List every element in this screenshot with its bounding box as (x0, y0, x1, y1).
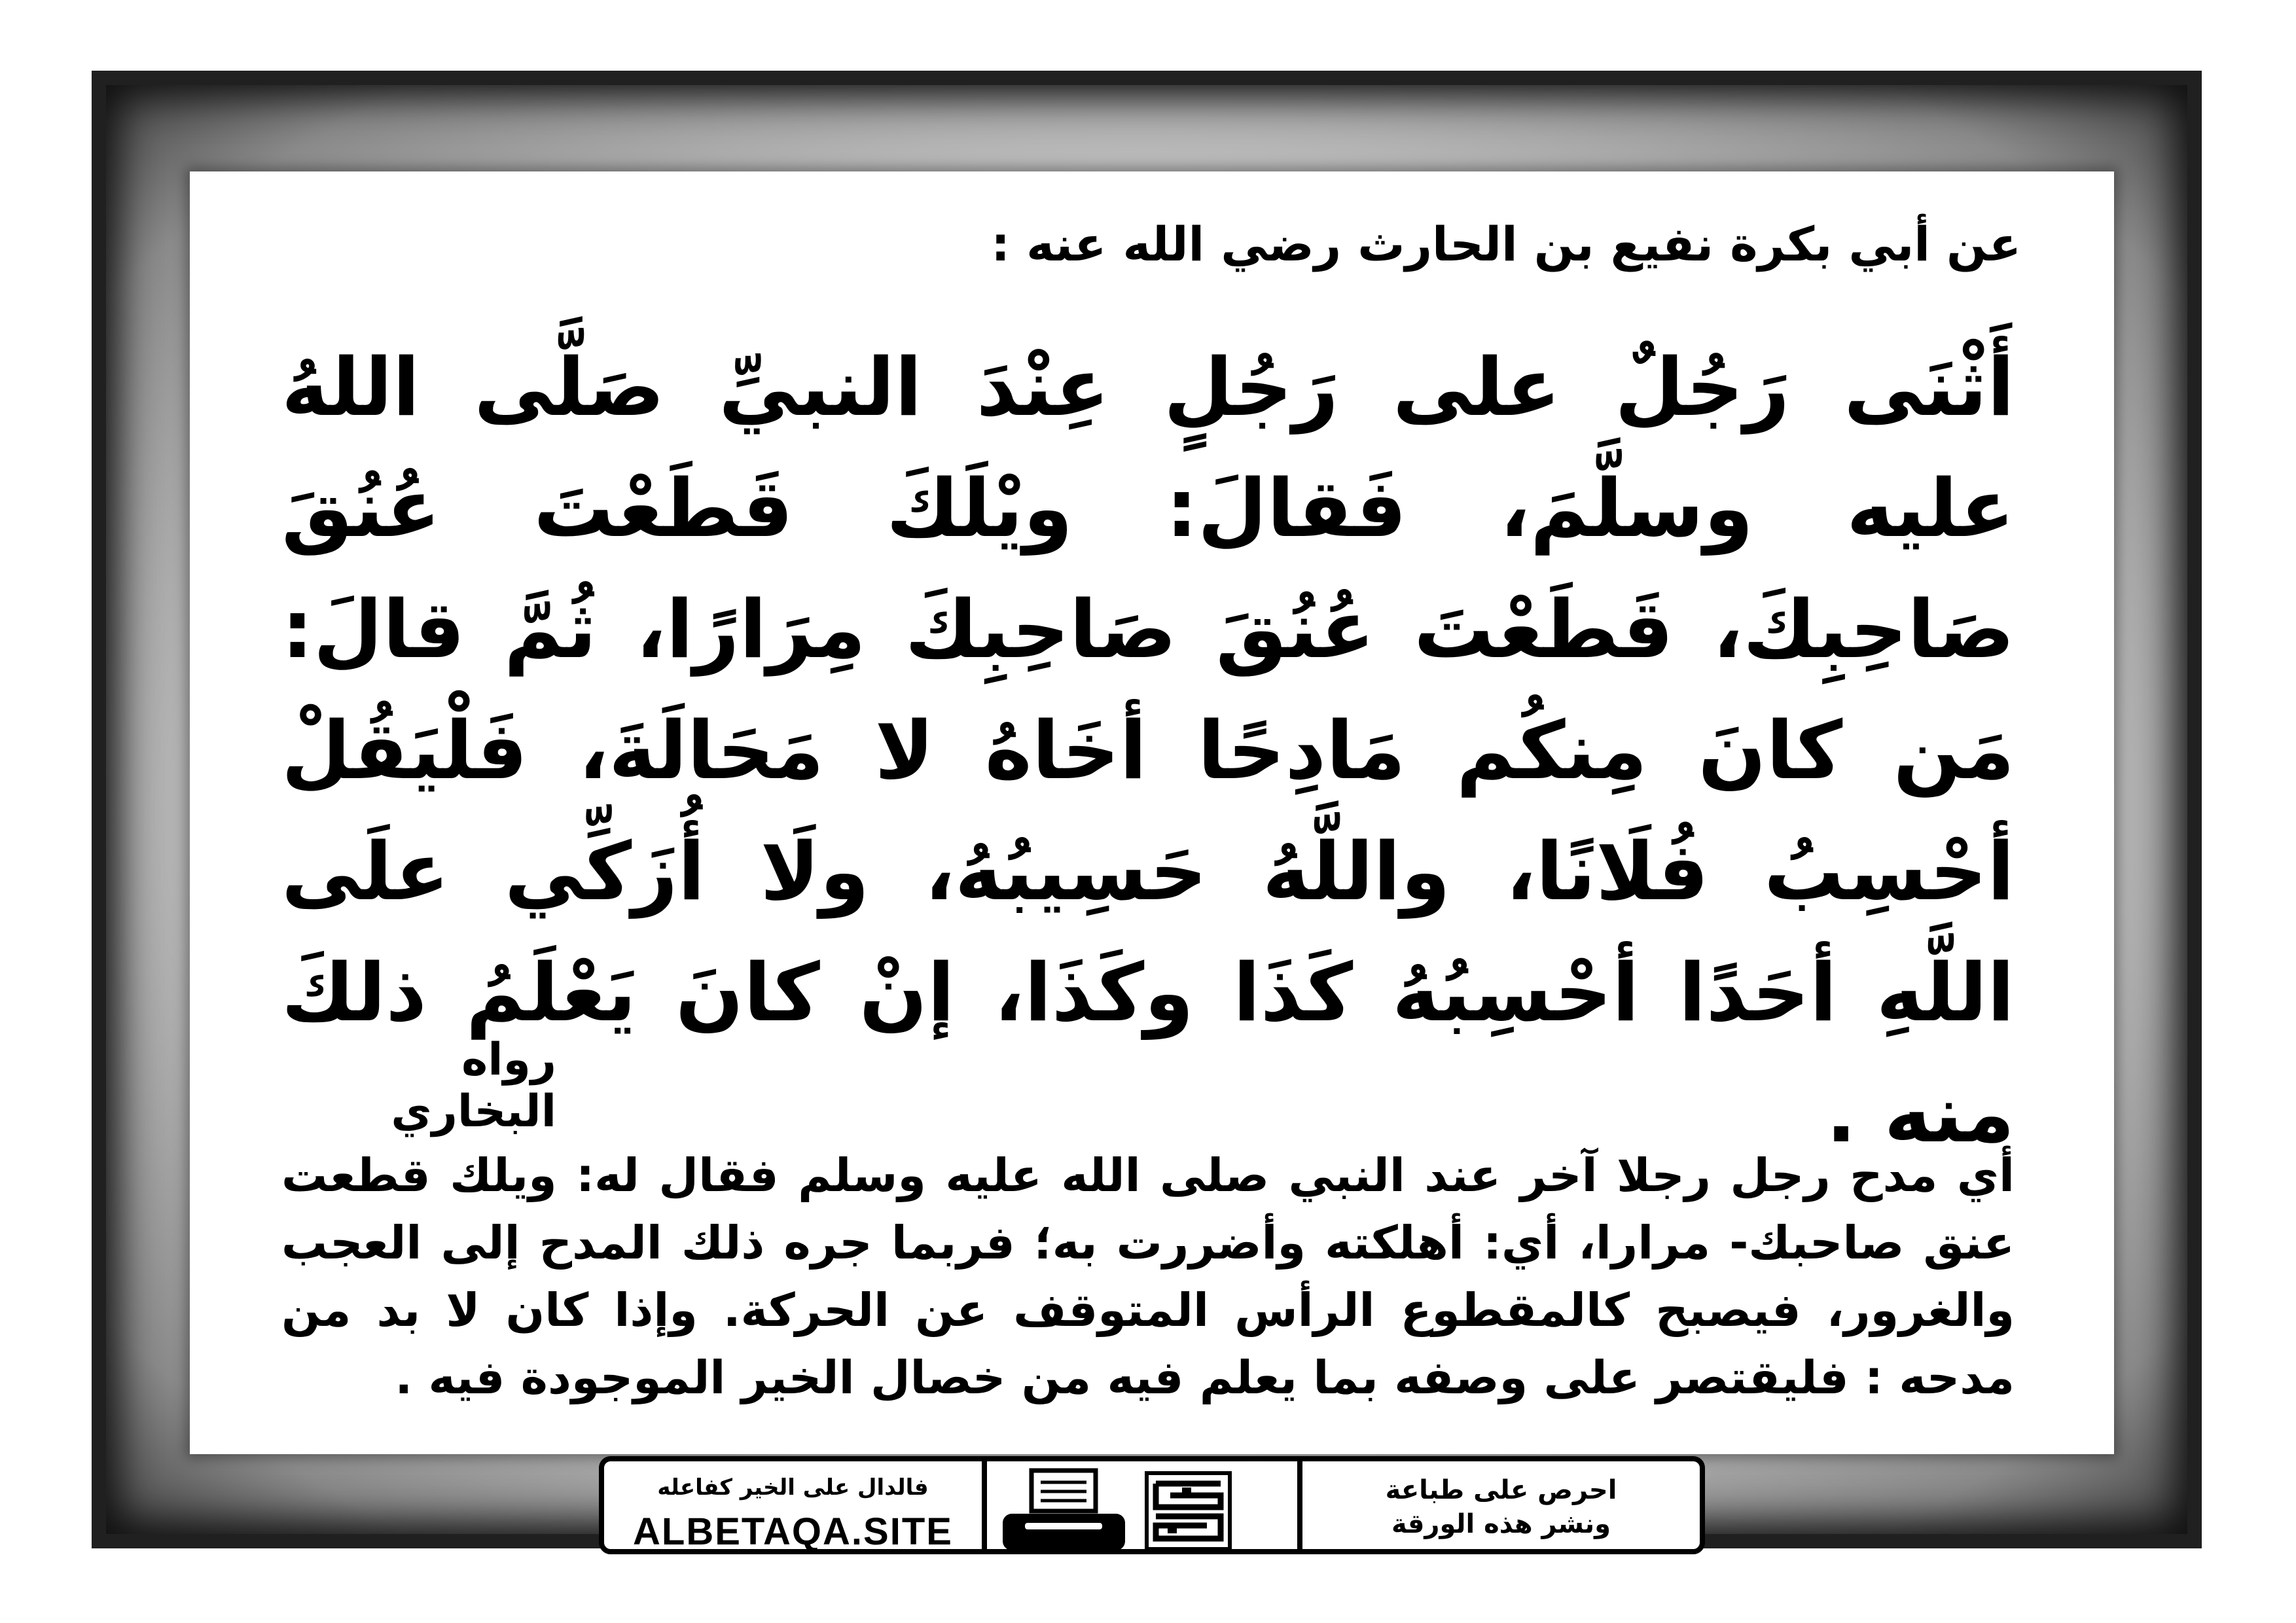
call-to-action (1297, 1461, 1700, 1549)
site-link[interactable]: ALBETAQA.SITE (633, 1510, 953, 1553)
call-line-2: ونشر هذه الورقة (1391, 1509, 1611, 1539)
call-line-1: احرص على طباعة (1385, 1475, 1617, 1505)
narrator-line: عن أبي بكرة نفيع بن الحارث رضي الله عنه : (991, 217, 2021, 272)
footer-banner (599, 1456, 1705, 1554)
hadith-text: أَثْنَى رَجُلٌ على رَجُلٍ عِنْدَ النبيِّ صَلَّى اللهُ عليه وسلَّمَ، فَقالَ: ويْلَكَ قَطَعْتَ عُنُقَ صَاحِبِكَ، قَطَعْتَ عُنُقَ صَاحِبِكَ مِرَارًا، ثُمَّ قالَ: مَن كانَ مِنكُم مَادِحًا أخَاهُ لا مَحَالَةَ، فَلْيَقُلْ أحْسِبُ فُلَانًا، واللَّهُ حَسِيبُهُ، ولَا أُزَكِّي علَى اللَّهِ أحَدًا أحْسِبُهُ كَذَا وكَذَا، إنْ كانَ يَعْلَمُ ذلكَ منه . (281, 341, 2015, 1160)
source-attribution: رواه البخاري (391, 1034, 556, 1137)
site-box (604, 1461, 987, 1553)
logo-icon (1144, 1471, 1232, 1552)
explanation-text: أي مدح رجل رجلا آخر عند النبي صلى الله عليه وسلم فقال له: ويلك قطعت عنق صاحبك- مرارا، أي: أهلكته وأضررت به؛ فربما جره ذلك المدح إلى العجب والغرور، فيصبح كالمقطوع الرأس المتوقف عن الحركة. وإذا كان لا بد من مدحه : فليقتصر على وصفه بما يعلم فيه من خصال الخير الموجودة فيه . (281, 1149, 2015, 1404)
printer-icon (1000, 1468, 1128, 1553)
tagline: فالدال على الخير كفاعله (657, 1474, 929, 1501)
